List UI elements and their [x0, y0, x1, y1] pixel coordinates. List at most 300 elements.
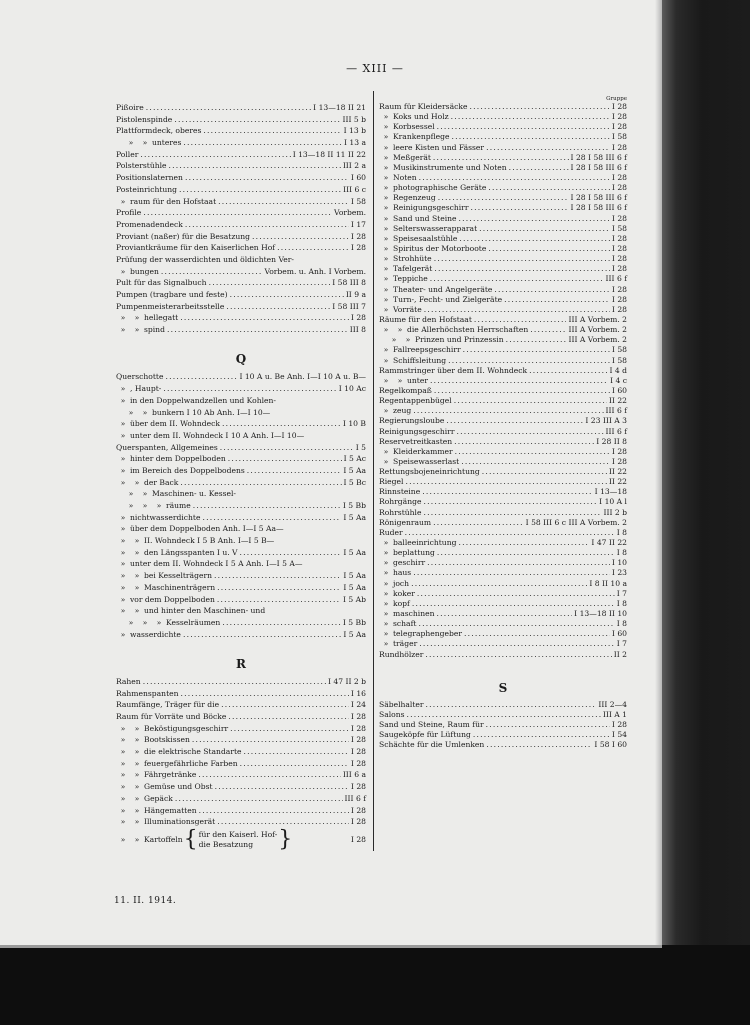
index-entry — [116, 711, 366, 723]
index-entry — [116, 769, 366, 781]
index-entry — [116, 734, 366, 746]
entry-term: Rahmenspanten — [116, 688, 179, 698]
entry-term: Strohhüte — [393, 254, 432, 264]
entry-term: träger — [393, 639, 418, 649]
ditto-marks: » — [383, 132, 389, 142]
entry-term: im Bereich des Doppelbodens — [130, 465, 245, 475]
entry-ref: I 5 Aa — [343, 512, 366, 522]
leader-dots — [143, 207, 332, 219]
leader-dots — [425, 650, 611, 660]
index-entry — [379, 132, 627, 142]
leader-dots — [433, 518, 524, 528]
leader-dots — [161, 266, 263, 278]
entry-ref: III 6 f — [605, 406, 627, 416]
page-bottom-edge — [0, 945, 662, 948]
entry-term: Hängematten — [144, 805, 197, 815]
leader-dots — [482, 467, 607, 477]
leader-dots — [422, 487, 592, 497]
entry-term: Regentappenbügel — [379, 396, 452, 406]
index-entry — [116, 172, 366, 184]
index-entry — [379, 416, 627, 426]
entry-term: räume — [166, 501, 191, 510]
index-entry — [379, 477, 627, 487]
index-entry — [379, 487, 627, 497]
entry-term: Beköstigungsgeschirr — [144, 723, 229, 733]
ditto-marks: » — [383, 629, 389, 639]
section-letter-q: Q — [235, 352, 247, 367]
leader-dots — [451, 112, 610, 122]
leader-dots — [446, 416, 583, 426]
column-divider — [373, 91, 374, 851]
entry-ref: I 28 — [350, 835, 366, 845]
entry-ref: I 5 Bc — [343, 477, 366, 487]
ditto-marks: » — [383, 254, 389, 264]
entry-ref: III A Vorbem. 2 — [568, 335, 627, 345]
leader-dots — [199, 805, 349, 817]
index-entry — [379, 437, 627, 447]
ditto-marks: » — [120, 384, 126, 394]
leader-dots — [437, 548, 615, 558]
entry-ref: III A Vorbem. 2 — [568, 314, 627, 324]
index-entry — [116, 465, 366, 477]
index-entry — [116, 219, 366, 231]
entry-term: Raum für Vorräte und Böcke — [116, 712, 227, 721]
index-entry — [379, 740, 627, 750]
ditto-marks: » — [120, 594, 126, 604]
entry-ref: I 8 II 10 a — [589, 578, 627, 588]
index-entry — [116, 582, 366, 594]
entry-term: Speisewasserlast — [393, 456, 460, 466]
leader-dots — [165, 371, 237, 383]
entry-term: Teppiche — [393, 274, 428, 284]
entry-ref: I 47 II 2 b — [327, 676, 366, 686]
leader-dots — [461, 457, 610, 467]
entry-ref: III 6 f — [605, 274, 627, 284]
binding-gutter — [662, 0, 750, 945]
entry-term: raum für den Hofstaat — [130, 196, 217, 206]
entry-term: Proviantkräume für den Kaiserlichen Hof — [116, 243, 276, 253]
entry-ref: I 28 I 58 III 6 f — [570, 162, 627, 172]
entry-ref: I 58 — [611, 132, 627, 142]
leader-dots — [143, 676, 326, 688]
section-q-entries — [116, 371, 366, 640]
entry-term: Positionslaternen — [116, 173, 183, 183]
entry-ref: I 10 — [611, 558, 627, 568]
entry-ref: II 2 — [613, 649, 627, 659]
entry-ref: I 28 — [611, 304, 627, 314]
entry-ref: I 60 — [611, 385, 627, 395]
ditto-marks: » » — [383, 325, 403, 335]
entry-term: II. Wohndeck I 5 B Anh. I—I 5 B— — [144, 536, 275, 546]
leader-dots — [228, 453, 342, 465]
index-entry — [116, 746, 366, 758]
entry-ref: I 8 — [616, 619, 627, 629]
entry-term: zeug — [393, 406, 412, 416]
index-entry — [379, 264, 627, 274]
entry-ref: I 28 — [611, 112, 627, 122]
ditto-marks: » — [383, 619, 389, 629]
entry-ref: I 28 I 58 III 6 f — [570, 152, 627, 162]
ditto-marks: » — [383, 568, 389, 578]
entry-term: bungen — [130, 266, 159, 276]
entry-term: telegraphengeber — [393, 629, 462, 639]
leader-dots — [419, 173, 610, 183]
leader-dots — [423, 508, 601, 518]
entry-term: Selterswasserapparat — [393, 223, 478, 233]
index-entry — [379, 295, 627, 305]
entry-term: die elektrische Standarte — [144, 747, 242, 757]
index-entry — [379, 710, 627, 720]
index-entry — [116, 488, 366, 500]
ditto-marks: » — [120, 559, 126, 569]
index-entry — [379, 406, 627, 416]
entry-ref: I 28 — [350, 231, 366, 241]
index-entry — [116, 688, 366, 700]
scan-bottom-band — [0, 945, 750, 1025]
leader-dots — [494, 285, 610, 295]
entry-ref: I 5 Ac — [343, 454, 366, 464]
leader-dots — [474, 315, 567, 325]
index-entry — [116, 254, 366, 266]
leader-dots — [479, 224, 610, 234]
entry-ref: III 8 — [349, 325, 366, 335]
leader-dots — [413, 406, 603, 416]
entry-ref: III 2 b — [603, 507, 627, 517]
leader-dots — [418, 619, 614, 629]
entry-term: Pumpen (tragbare und feste) — [116, 290, 228, 299]
ditto-marks: » » — [120, 747, 140, 757]
entry-term: wasserdichte — [130, 629, 181, 639]
entry-ref: I 58 III 7 — [332, 301, 366, 311]
entry-ref: I 58 III 6 c III A Vorbem. 2 — [525, 517, 627, 527]
ditto-marks: » — [383, 112, 389, 122]
entry-term: Kesselräumen — [166, 617, 221, 627]
leader-dots — [486, 740, 592, 750]
entry-term: Krankenpflege — [393, 132, 450, 142]
entry-term: spind — [144, 325, 165, 335]
entry-ref: I 5 Aa — [343, 629, 366, 639]
index-entry — [116, 805, 366, 817]
brace-part-a: für den Kaiserl. Hof- — [198, 829, 278, 839]
entry-ref: Vorbem. u. Anh. I Vorbem. — [264, 266, 366, 276]
entry-ref: I 7 — [616, 588, 627, 598]
entry-term: Querspanten, Allgemeines — [116, 442, 218, 452]
leader-dots — [464, 629, 610, 639]
entry-term: Pißoire — [116, 103, 144, 112]
index-entry — [379, 143, 627, 153]
entry-ref: I 5 Bb — [342, 501, 366, 510]
leader-dots — [459, 234, 610, 244]
entry-ref: I 58 III 8 — [332, 278, 366, 288]
entry-term: Regierungsloube — [379, 416, 445, 426]
entry-term: beplattung — [393, 548, 435, 558]
leader-dots — [167, 324, 348, 336]
ditto-marks: » » » — [128, 617, 162, 627]
leader-dots — [454, 396, 607, 406]
leader-dots — [192, 734, 349, 746]
index-entry — [116, 324, 366, 336]
entry-term: Rettungsbojeneinrichtung — [379, 467, 480, 477]
leader-dots — [504, 295, 610, 305]
entry-term: Saugeköpfe für Lüftung — [379, 730, 471, 740]
entry-term: Turn-, Fecht- und Zielgeräte — [393, 294, 503, 304]
leader-dots — [456, 427, 603, 437]
entry-ref: I 28 — [611, 456, 627, 466]
entry-term: photographische Geräte — [393, 183, 487, 193]
entry-ref: I 58 I 60 — [594, 740, 627, 750]
entry-term: Bootskissen — [144, 735, 190, 745]
index-entry — [379, 700, 627, 710]
index-entry — [379, 497, 627, 507]
index-entry — [116, 570, 366, 582]
index-entry — [379, 366, 627, 376]
index-entry — [116, 160, 366, 172]
index-entry — [379, 599, 627, 609]
index-entry — [379, 376, 627, 386]
ditto-marks: » — [383, 538, 389, 548]
index-entry — [116, 102, 366, 114]
index-entry — [116, 395, 366, 407]
entry-term: kopf — [393, 598, 410, 608]
leader-dots — [181, 688, 349, 700]
entry-ref: I 28 I 58 III 6 f — [570, 193, 627, 203]
leader-dots — [220, 442, 354, 454]
index-entry — [116, 149, 366, 161]
index-column-right — [379, 96, 627, 750]
section-letter-r: R — [236, 656, 246, 671]
ditto-marks: » — [383, 598, 389, 608]
leader-dots — [506, 335, 567, 345]
leader-dots — [244, 746, 349, 758]
ditto-marks: » — [383, 446, 389, 456]
index-entry — [379, 356, 627, 366]
index-entry — [379, 254, 627, 264]
ditto-marks: » » — [120, 571, 140, 581]
entry-ref: I 24 — [350, 700, 366, 710]
leader-dots — [423, 497, 597, 507]
leader-dots — [277, 242, 349, 254]
entry-ref: I 28 I 58 III 6 f — [570, 203, 627, 213]
entry-term: Meßgerät — [393, 152, 431, 162]
leader-dots — [488, 183, 610, 193]
ditto-marks: » » — [128, 407, 148, 417]
entry-ref: I 5 — [355, 442, 366, 452]
page-number: — XIII — — [346, 62, 404, 75]
entry-term: Querschotte — [116, 372, 164, 382]
leader-dots — [198, 769, 340, 781]
leader-dots — [240, 547, 342, 559]
index-column-left — [116, 96, 366, 852]
entry-ref: I 28 — [350, 313, 366, 323]
index-entry — [379, 467, 627, 477]
leader-dots — [247, 465, 342, 477]
column-header-gruppe: Gruppe — [606, 96, 627, 102]
index-entry — [116, 383, 366, 395]
leader-dots — [221, 699, 349, 711]
leader-dots — [252, 231, 349, 243]
index-entry — [379, 315, 627, 325]
index-entry — [379, 579, 627, 589]
index-entry — [379, 386, 627, 396]
entry-ref: I 28 — [611, 446, 627, 456]
entry-ref: III 6 a — [342, 770, 366, 780]
leader-dots — [426, 700, 597, 710]
entry-term: Koks und Holz — [393, 112, 449, 122]
entry-term: Reinigungsgeschirr — [379, 426, 455, 436]
leader-dots — [470, 203, 568, 213]
entry-term: Rönigenraum — [379, 517, 432, 527]
entry-ref: III 2 a — [342, 161, 366, 171]
index-entry — [116, 430, 366, 442]
index-entry — [116, 477, 366, 489]
leader-dots — [407, 710, 601, 720]
entry-term: vor dem Doppelboden — [130, 594, 215, 604]
ditto-marks: » » — [128, 489, 148, 499]
leader-dots — [413, 568, 610, 578]
entry-term: Sand und Steine — [393, 213, 457, 223]
entry-ref: I 58 — [611, 355, 627, 365]
entry-term: Noten — [393, 172, 417, 182]
entry-ref: I 28 — [611, 254, 627, 264]
index-entry — [379, 163, 627, 173]
index-entry — [116, 758, 366, 770]
leader-dots — [222, 418, 341, 430]
entry-term: Pumpenmeisterarbeitsstelle — [116, 301, 225, 311]
entry-term: Rinnsteine — [379, 487, 421, 497]
leader-dots — [455, 447, 610, 457]
index-entry — [379, 396, 627, 406]
index-entry — [379, 102, 627, 112]
entry-term: Raum für Kleidersäcke — [379, 102, 468, 111]
entry-ref: I 28 — [350, 747, 366, 757]
index-entry — [116, 699, 366, 711]
entry-term: Raumfänge, Träger für die — [116, 700, 220, 710]
entry-term: geschirr — [393, 558, 426, 568]
ditto-marks: » » — [120, 770, 140, 780]
entry-ref: I 28 — [350, 817, 366, 827]
leader-dots — [438, 193, 569, 203]
index-entry — [379, 325, 627, 335]
entry-term: Sand und Steine, Raum für — [379, 720, 484, 730]
index-entry — [116, 266, 366, 278]
entry-term: , Haupt- — [130, 384, 162, 394]
entry-term: Räume für den Hofstaat — [379, 314, 472, 324]
ditto-marks: » — [383, 588, 389, 598]
leader-dots — [217, 594, 341, 606]
entry-ref: I 16 — [350, 688, 366, 698]
entry-ref: I 28 — [611, 233, 627, 243]
index-entry — [379, 720, 627, 730]
leader-dots — [430, 274, 604, 284]
entry-term: Theater- und Angelgeräte — [393, 284, 493, 294]
entry-ref: I 28 — [611, 213, 627, 223]
ditto-marks: » » — [120, 547, 140, 557]
leader-dots — [169, 160, 341, 172]
section-r-entries — [116, 676, 366, 828]
entry-ref: I 58 — [611, 345, 627, 355]
entry-ref: I 13—18 II 21 — [313, 103, 366, 112]
entry-ref: I 5 Aa — [343, 547, 366, 557]
left-brace-icon: { — [183, 826, 198, 852]
index-entry — [379, 650, 627, 660]
ditto-marks: » » — [383, 375, 403, 385]
entry-term: Schächte für die Umlenken — [379, 740, 485, 750]
ditto-marks: » — [383, 274, 389, 284]
entry-ref: I 28 — [350, 723, 366, 733]
leader-dots — [486, 143, 610, 153]
index-entry — [379, 508, 627, 518]
entry-term: Fährgetränke — [144, 770, 197, 780]
index-entry — [116, 242, 366, 254]
entry-ref: I 10 A l — [599, 497, 627, 507]
index-entry — [379, 589, 627, 599]
entry-ref: I 10 Ac — [338, 384, 366, 394]
index-entry — [116, 137, 366, 149]
entry-ref: I 54 — [611, 730, 627, 740]
entry-ref: I 4 d — [609, 365, 627, 375]
index-entry — [116, 125, 366, 137]
index-entry — [116, 547, 366, 559]
entry-ref: III 6 f — [344, 793, 366, 803]
index-entry — [379, 427, 627, 437]
entry-ref: I 28 II 8 — [596, 436, 627, 446]
entry-term: Regenzeug — [393, 193, 436, 203]
print-date: 11. II. 1914. — [114, 896, 177, 906]
entry-ref: I 28 — [611, 142, 627, 152]
entry-term: Pult für das Signalbuch — [116, 278, 207, 288]
section-p-entries — [116, 102, 366, 336]
entry-term: Musikinstrumente und Noten — [393, 162, 507, 172]
entry-ref: I 28 — [611, 183, 627, 193]
ditto-marks: » — [383, 355, 389, 365]
index-entry — [116, 301, 366, 313]
entry-ref: I 28 — [350, 712, 366, 721]
entry-term: maschinen — [393, 609, 435, 619]
index-entry — [116, 629, 366, 641]
leader-dots — [434, 386, 610, 396]
leader-dots — [509, 163, 569, 173]
index-entry — [379, 173, 627, 183]
ditto-marks: » » — [120, 536, 140, 546]
entry-term: Profile — [116, 208, 142, 218]
index-entry — [116, 816, 366, 828]
ditto-marks: » — [383, 264, 389, 274]
entry-ref: I 28 — [611, 264, 627, 274]
entry-ref: I 5 Bb — [342, 617, 366, 627]
ditto-marks: » — [383, 233, 389, 243]
entry-ref: I 13 a — [343, 138, 366, 148]
entry-ref: I 28 — [350, 243, 366, 253]
ditto-marks: » » — [120, 735, 140, 745]
ditto-marks: » » — [120, 606, 140, 616]
index-entry — [379, 153, 627, 163]
leader-dots — [180, 312, 349, 324]
index-entry — [379, 183, 627, 193]
entry-ref: III 6 f — [605, 426, 627, 436]
leader-dots — [218, 196, 349, 208]
entry-ref: I 28 — [611, 294, 627, 304]
index-entry — [116, 523, 366, 535]
index-entry — [116, 277, 366, 289]
leader-dots — [405, 528, 615, 538]
entry-term: Proviant (naßer) für die Besatzung — [116, 231, 251, 241]
entry-term: Vorräte — [393, 304, 422, 314]
entry-ref: III 6 c — [343, 184, 366, 194]
entry-term: Gepäck — [144, 793, 173, 803]
leader-dots — [174, 114, 340, 126]
ditto-marks: » » — [120, 805, 140, 815]
entry-ref: I 13 b — [343, 126, 366, 136]
